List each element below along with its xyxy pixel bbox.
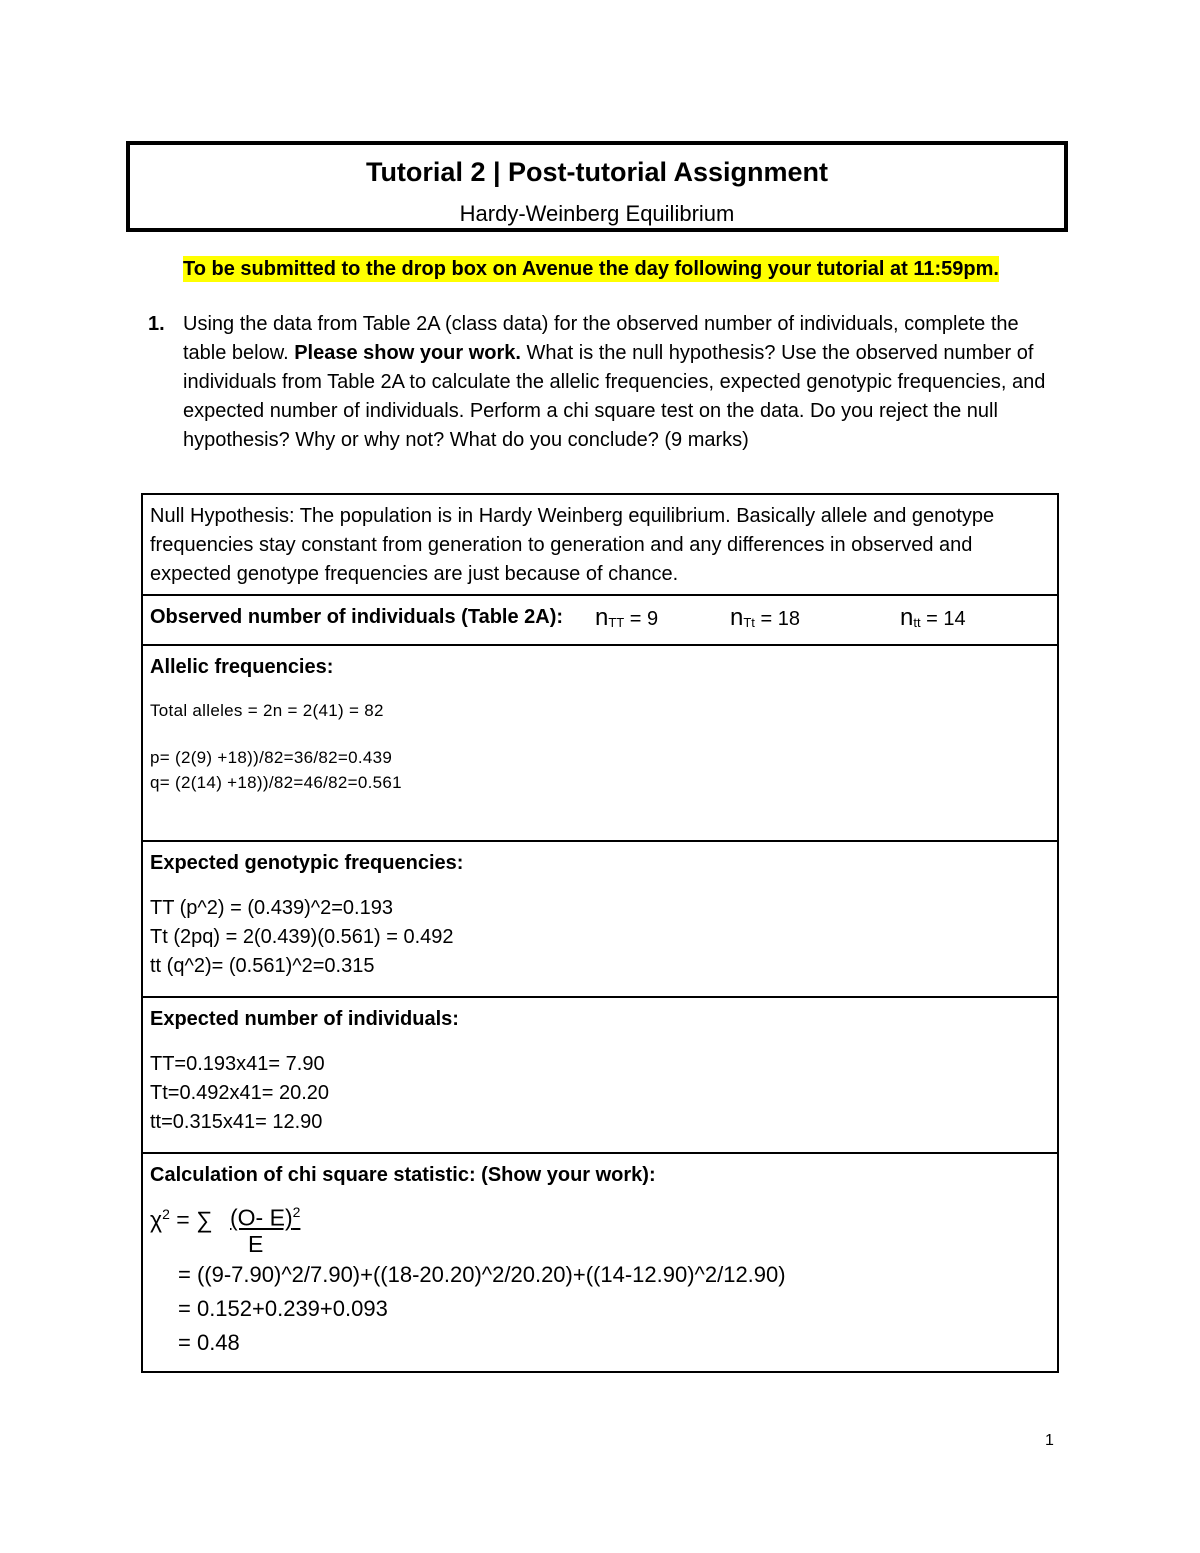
- page-subtitle: Hardy-Weinberg Equilibrium: [459, 201, 735, 226]
- title-box: [126, 141, 1068, 232]
- expected-number-row: [142, 997, 1058, 1153]
- page-title: Tutorial 2 | Post-tutorial Assignment: [365, 157, 829, 187]
- n-TT-value: [595, 603, 658, 637]
- submission-note-text: To be submitted to the drop box on Avenue the day following your tutorial at 11:59pm.: [183, 258, 999, 280]
- question-number: 1.: [148, 313, 165, 335]
- n-Tt-value: [730, 603, 800, 637]
- allelic-total: Total alleles = 2n = 2(41) = 82: [150, 701, 384, 720]
- genotypic-Tt: Tt (2pq) = 2(0.439)(0.561) = 0.492: [150, 926, 454, 948]
- expected-number-cell: [142, 997, 1058, 1153]
- n-TT-count: = 9: [624, 608, 659, 630]
- submission-note: [183, 258, 999, 281]
- n-tt-value: [900, 603, 966, 637]
- n-symbol: n: [900, 604, 914, 631]
- n-symbol: n: [730, 604, 744, 631]
- expected-number-heading: Expected number of individuals:: [150, 1008, 459, 1030]
- allelic-q: q= (2(14) +18))/82=46/82=0.561: [150, 773, 402, 792]
- chi-square-row: [142, 1153, 1058, 1372]
- allelic-row: [142, 645, 1058, 841]
- allelic-p: p= (2(9) +18))/82=36/82=0.439: [150, 748, 393, 767]
- expected-number-TT: TT=0.193x41= 7.90: [150, 1053, 325, 1075]
- chi-square-formula: [150, 1190, 1050, 1258]
- null-hypothesis-row: [142, 494, 1058, 595]
- page-number: 1: [1045, 1432, 1054, 1449]
- n-symbol: n: [595, 604, 609, 631]
- question-part-2: What is the null hypothesis? Use the observed number of individuals from Table 2A to calculate the allelic frequencies, expected genotypic frequencies, and expected number of individuals. Perform a chi square test on the data. Do you reject the null hypothesis? Why or why not? What do you conclude? (9 marks): [183, 342, 1046, 451]
- observed-label: Observed number of individuals (Table 2A):: [150, 606, 564, 628]
- question-part-1: Using the data from Table 2A (class data) for the observed number of individuals, complete the table below.: [183, 313, 1019, 364]
- observed-cell: [142, 595, 1058, 645]
- formula-numerator: (O- E)$^2$: [230, 1204, 301, 1231]
- chi-symbol: $\chi^2$ = ∑: [150, 1206, 213, 1233]
- chi-step-3: = 0.48: [178, 1330, 240, 1355]
- n-Tt-subscript: Tt: [743, 615, 755, 630]
- expected-number-Tt: Tt=0.492x41= 20.20: [150, 1082, 330, 1104]
- allelic-heading: Allelic frequencies:: [150, 656, 334, 678]
- null-hypothesis-cell: Null Hypothesis: The population is in Hardy Weinberg equilibrium. Basically allele and genotype frequencies stay constant from generation to generation and any differences in observed and expected genotype frequencies are just because of chance.: [142, 494, 1058, 595]
- n-TT-subscript: TT: [608, 615, 625, 630]
- chi-step-2: = 0.152+0.239+0.093: [178, 1296, 388, 1321]
- n-tt-subscript: tt: [913, 615, 921, 630]
- genotypic-heading: Expected genotypic frequencies:: [150, 852, 464, 874]
- n-tt-count: = 14: [920, 608, 966, 630]
- chi-square-cell: [142, 1153, 1058, 1372]
- question-emphasis: Please show your work.: [294, 342, 521, 364]
- genotypic-tt: tt (q^2)= (0.561)^2=0.315: [150, 955, 375, 977]
- allelic-cell: [142, 645, 1058, 841]
- question-text: [183, 310, 1063, 455]
- answer-table: [141, 493, 1059, 1373]
- expected-number-tt: tt=0.315x41= 12.90: [150, 1111, 323, 1133]
- chi-square-heading: Calculation of chi square statistic: (Show your work):: [150, 1164, 656, 1186]
- formula-denominator: E: [248, 1231, 264, 1257]
- observed-row: [142, 595, 1058, 645]
- genotypic-cell: [142, 841, 1058, 997]
- genotypic-TT: TT (p^2) = (0.439)^2=0.193: [150, 897, 393, 919]
- chi-step-1: = ((9-7.90)^2/7.90)+((18-20.20)^2/20.20)+((14-12.90)^2/12.90): [178, 1262, 786, 1287]
- genotypic-row: [142, 841, 1058, 997]
- n-Tt-count: = 18: [754, 608, 800, 630]
